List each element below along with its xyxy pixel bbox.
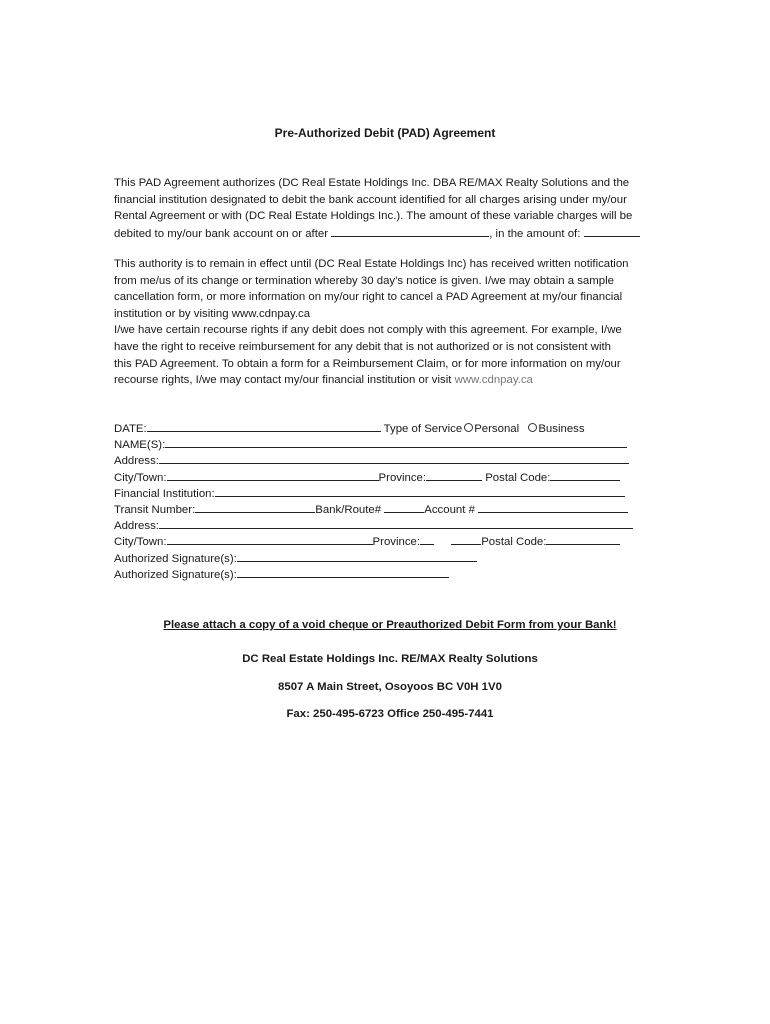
account-label: Account # bbox=[424, 503, 475, 516]
transit-number-field[interactable] bbox=[195, 501, 315, 513]
type-of-service-label: Type of Service bbox=[383, 423, 463, 435]
text-line: have the right to receive reimbursement for any debit that is not authorized or is not consistent with bbox=[114, 340, 612, 353]
debit-date-label: debited to my/our bank account on or after bbox=[114, 227, 329, 240]
text-line: I/we have certain recourse rights if any debit does not comply with this agreement. For example, I/we bbox=[114, 324, 622, 337]
postal-code-2-field[interactable] bbox=[546, 533, 620, 545]
text-line: recourse rights, I/we may contact my/our financial institution or visit www.cdnpay.ca bbox=[114, 374, 533, 387]
city-2-label: City/Town: bbox=[114, 536, 167, 549]
form-row-address-2 bbox=[114, 517, 654, 533]
province-2-field[interactable] bbox=[420, 533, 434, 545]
debit-date-field[interactable] bbox=[331, 225, 489, 237]
attach-cheque-notice: Please attach a copy of a void cheque or Preauthorized Debit Form from your Bank! bbox=[163, 619, 617, 631]
date-label: DATE: bbox=[114, 423, 147, 435]
amount-field[interactable] bbox=[584, 225, 640, 237]
form-row-city-2 bbox=[114, 533, 654, 549]
signature-1-field[interactable] bbox=[237, 550, 477, 562]
business-radio[interactable] bbox=[528, 423, 537, 432]
text-line: financial institution designated to debit the bank account identified for all charges arising under my/our bbox=[114, 193, 627, 206]
personal-radio[interactable] bbox=[464, 423, 473, 432]
bank-route-field[interactable] bbox=[384, 501, 424, 513]
form-row-signature-2 bbox=[114, 566, 654, 582]
city-label: City/Town: bbox=[114, 471, 167, 484]
personal-label: Personal bbox=[474, 423, 520, 435]
pad-form bbox=[114, 420, 654, 582]
financial-institution-field[interactable] bbox=[215, 485, 625, 497]
form-row-financial-institution bbox=[114, 485, 654, 501]
names-label: NAME(S): bbox=[114, 439, 166, 452]
company-address: 8507 A Main Street, Osoyoos BC V0H 1V0 bbox=[278, 681, 502, 693]
cdnpay-link[interactable]: www.cdnpay.ca bbox=[454, 374, 533, 387]
bank-route-label: Bank/Route# bbox=[315, 503, 382, 516]
recourse-paragraph bbox=[114, 256, 662, 389]
text-line: This authority is to remain in effect until (DC Real Estate Holdings Inc) has received written notification bbox=[114, 258, 629, 270]
city-2-field[interactable] bbox=[167, 533, 373, 545]
form-row-city bbox=[114, 469, 654, 485]
names-field[interactable] bbox=[165, 436, 627, 448]
financial-institution-label: Financial Institution: bbox=[114, 487, 215, 500]
postal-code-field[interactable] bbox=[550, 469, 620, 481]
document-title: Pre-Authorized Debit (PAD) Agreement bbox=[274, 126, 496, 140]
postal-code-2-label: Postal Code: bbox=[481, 536, 547, 549]
signature-2-label: Authorized Signature(s): bbox=[114, 568, 237, 581]
text-line: this PAD Agreement. To obtain a form for a Reimbursement Claim, or for more information on my/our bbox=[114, 357, 621, 370]
address-2-label: Address: bbox=[114, 520, 159, 533]
form-row-names bbox=[114, 436, 654, 452]
form-row-address bbox=[114, 452, 654, 468]
account-field[interactable] bbox=[478, 501, 628, 513]
signature-2-field[interactable] bbox=[237, 566, 449, 578]
company-phones: Fax: 250-495-6723 Office 250-495-7441 bbox=[286, 708, 494, 720]
province-2-label: Province: bbox=[372, 536, 421, 549]
text-line: This PAD Agreement authorizes (DC Real Estate Holdings Inc. DBA RE/MAX Realty Solutions and the bbox=[114, 177, 630, 189]
province-field[interactable] bbox=[426, 469, 482, 481]
amount-label: , in the amount of: bbox=[489, 227, 581, 240]
address-label: Address: bbox=[114, 455, 159, 468]
transit-number-label: Transit Number: bbox=[114, 503, 196, 516]
text-line: cancellation form, or more information on my/our right to cancel a PAD Agreement at my/our financial bbox=[114, 291, 623, 304]
form-row-date bbox=[114, 420, 654, 436]
city-field[interactable] bbox=[167, 469, 379, 481]
text-line: from me/us of its change or termination whereby 30 day’s notice is given. I/we may obtain a sample bbox=[114, 274, 614, 287]
signature-1-label: Authorized Signature(s): bbox=[114, 552, 237, 565]
text-line bbox=[114, 225, 662, 243]
company-name: DC Real Estate Holdings Inc. RE/MAX Realty Solutions bbox=[242, 653, 538, 665]
province-label: Province: bbox=[378, 471, 427, 484]
address-2-field[interactable] bbox=[159, 517, 633, 529]
date-field[interactable] bbox=[147, 420, 381, 432]
text-line: institution or by visiting www.cdnpay.ca bbox=[114, 307, 311, 320]
form-row-transit bbox=[114, 501, 654, 517]
authorization-paragraph bbox=[114, 175, 662, 242]
province-2-field-extra[interactable] bbox=[451, 533, 481, 545]
form-row-signature-1 bbox=[114, 550, 654, 566]
business-label: Business bbox=[538, 423, 585, 435]
address-field[interactable] bbox=[159, 452, 629, 464]
postal-code-label: Postal Code: bbox=[485, 471, 551, 484]
text-line: Rental Agreement or with (DC Real Estate Holdings Inc.). The amount of these variable charges will be bbox=[114, 210, 633, 223]
